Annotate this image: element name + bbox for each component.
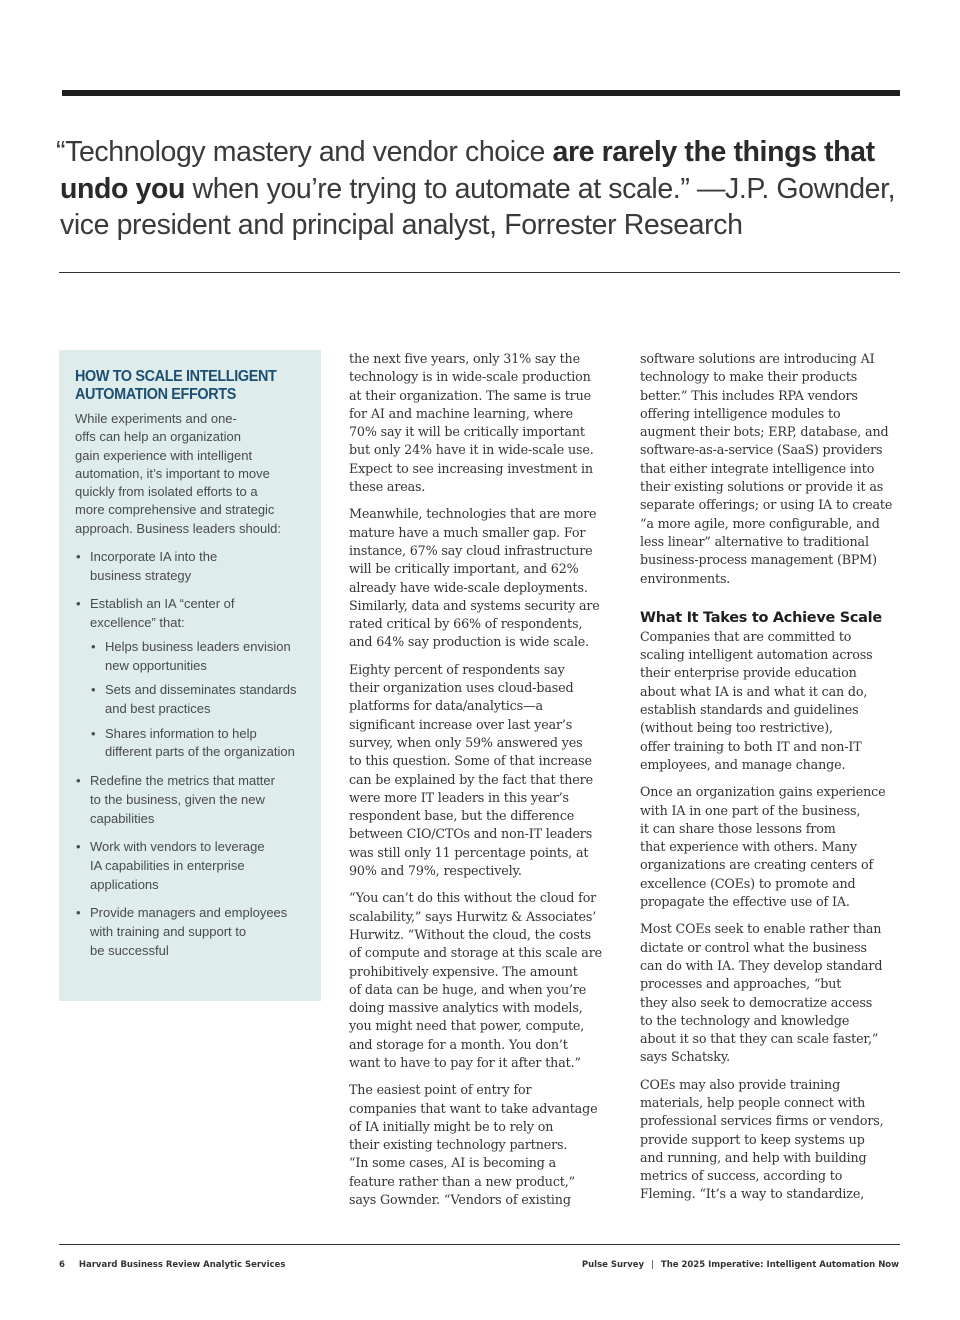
sidebar-sub-item-line: Helps business leaders envision	[105, 638, 291, 654]
body-line: of compute and storage at this scale are	[349, 945, 602, 961]
body-line: COEs may also provide training	[640, 1076, 841, 1092]
body-line: processes and approaches, “but	[640, 976, 842, 992]
body-line: “You can’t do this without the cloud for	[349, 890, 597, 906]
body-line: Fleming. “It’s a way to standardize,	[640, 1186, 865, 1202]
quote-divider	[59, 272, 900, 273]
body-line: provide support to keep systems up	[640, 1131, 865, 1147]
sidebar-item-line: capabilities	[90, 810, 155, 826]
body-line: Hurwitz. “Without the cloud, the costs	[349, 926, 591, 942]
sidebar-box	[59, 350, 321, 1001]
sidebar-intro-line: gain experience with intelligent	[75, 447, 253, 463]
sidebar-sub-item	[91, 725, 307, 762]
body-line: scalability,” says Hurwitz & Associates’	[349, 908, 597, 924]
body-line: “In some cases, AI is becoming a	[349, 1155, 557, 1171]
body-line: to this question. Some of that increase	[349, 753, 592, 769]
body-line: for AI and machine learning, where	[349, 405, 573, 421]
body-line: offer training to both IT and non-IT	[640, 738, 862, 754]
body-line: of IA initially might be to rely on	[349, 1118, 554, 1134]
sidebar-intro-line: quickly from isolated efforts to a	[75, 484, 258, 500]
pull-quote-line	[56, 207, 916, 244]
sidebar-title-line: AUTOMATION EFFORTS	[75, 386, 236, 403]
body-line: dictate or control what the business	[640, 939, 867, 955]
body-line: software solutions are introducing AI	[640, 351, 875, 366]
body-line: but only 24% have it in wide-scale use.	[349, 442, 594, 458]
bullet-icon: •	[91, 725, 96, 741]
body-line: these areas.	[349, 479, 426, 495]
bullet-icon: •	[76, 773, 81, 789]
sidebar-sub-item-line: Sets and disseminates standards	[105, 682, 297, 698]
body-line: technology is in wide-scale production	[349, 369, 591, 385]
sidebar-item-line: applications	[90, 876, 159, 892]
body-line: scaling intelligent automation across	[640, 647, 873, 663]
footer-separator: |	[651, 1260, 654, 1270]
body-line: can be explained by the fact that there	[349, 771, 593, 787]
section-heading: What It Takes to Achieve Scale	[640, 609, 882, 626]
body-line: feature rather than a new product,”	[349, 1173, 575, 1189]
sidebar-title-line: HOW TO SCALE INTELLIGENT	[75, 368, 277, 385]
sidebar-sub-list	[90, 638, 307, 762]
body-line: (without being too restrictive),	[640, 720, 833, 736]
body-line: already have wide-scale deployments.	[349, 579, 588, 595]
sidebar-intro-line: offs can help an organization	[75, 429, 241, 445]
pull-quote-emphasis: are rarely the things that	[552, 136, 875, 168]
body-line: companies that want to take advantage	[349, 1100, 598, 1116]
sidebar-title	[75, 368, 308, 404]
sidebar-item-line: Provide managers and employees	[90, 905, 288, 921]
body-line: to the technology and knowledge	[640, 1012, 850, 1028]
body-line: was still only 11 percentage points, at	[349, 844, 589, 860]
body-line: survey, when only 59% answered yes	[349, 734, 583, 750]
sidebar-list-item	[76, 595, 307, 762]
body-paragraph	[349, 1081, 619, 1209]
publisher-name: Harvard Business Review Analytic Services	[78, 1260, 286, 1270]
body-line: better.” This includes RPA vendors	[640, 387, 858, 403]
report-title: The 2025 Imperative: Intelligent Automation Now	[660, 1260, 899, 1270]
body-line: instance, 67% say cloud infrastructure	[349, 542, 593, 558]
sidebar-list-item	[76, 548, 307, 585]
body-line: propagate the effective use of IA.	[640, 894, 850, 910]
sidebar-sub-item-line: different parts of the organization	[105, 744, 295, 760]
sidebar-sub-item	[91, 638, 307, 675]
body-line: 90% and 79%, respectively.	[349, 863, 522, 879]
footer-right	[582, 1260, 899, 1270]
body-paragraph	[640, 920, 910, 1066]
sidebar-sub-item-line: new opportunities	[105, 657, 207, 673]
body-line: they also seek to democratize access	[640, 994, 873, 1010]
body-line: Eighty percent of respondents say	[349, 661, 565, 677]
body-line: want to have to pay for it after that.”	[349, 1054, 581, 1070]
body-line: between CIO/CTOs and non-IT leaders	[349, 826, 593, 842]
body-line: with IA in one part of the business,	[640, 802, 861, 818]
body-line: organizations are creating centers of	[640, 857, 874, 873]
sidebar-list	[75, 548, 307, 960]
pull-quote-line	[56, 171, 916, 208]
sidebar-item-line: Incorporate IA into the	[90, 549, 218, 565]
body-line: Once an organization gains experience	[640, 784, 886, 800]
pull-quote	[56, 134, 916, 244]
body-line: that experience with others. Many	[640, 839, 857, 855]
body-paragraph	[349, 350, 619, 496]
body-line: it can share those lessons from	[640, 820, 836, 836]
body-line: their organization uses cloud-based	[349, 680, 574, 696]
body-line: “a more agile, more configurable, and	[640, 515, 880, 531]
bullet-icon: •	[76, 596, 81, 612]
body-paragraph	[640, 628, 910, 774]
body-line: less linear” alternative to traditional	[640, 533, 869, 549]
sidebar-sub-item-line: Shares information to help	[105, 725, 257, 741]
body-line: were more IT leaders in this year’s	[349, 789, 569, 805]
sidebar-intro-line: While experiments and one-	[75, 411, 237, 426]
body-line: you might need that power, compute,	[349, 1018, 585, 1034]
body-line: Companies that are committed to	[640, 628, 852, 644]
body-line: and 64% say production is wide scale.	[349, 634, 590, 650]
body-line: can do with IA. They develop standard	[640, 957, 883, 973]
pull-quote-text: when you’re trying to automate at scale.” —J.P. Gownder,	[185, 172, 896, 205]
body-line: their enterprise provide education	[640, 665, 857, 681]
top-rule	[62, 90, 900, 96]
body-line: Expect to see increasing investment in	[349, 460, 593, 476]
pull-quote-line	[56, 134, 916, 171]
body-line: that either integrate intelligence into	[640, 460, 875, 476]
sidebar-item-line: business strategy	[90, 567, 192, 583]
body-line: their existing solutions or provide it as	[640, 479, 884, 495]
body-column-2	[640, 350, 910, 1213]
body-line: establish standards and guidelines	[640, 702, 859, 718]
survey-label: Pulse Survey	[581, 1260, 645, 1270]
body-paragraph	[640, 350, 910, 588]
body-line: augment their bots; ERP, database, and	[640, 424, 889, 440]
body-line: and storage for a month. You don’t	[349, 1036, 568, 1052]
body-line: significant increase over last year’s	[349, 716, 573, 732]
sidebar-item-line: Redefine the metrics that matter	[90, 773, 275, 789]
sidebar-intro	[75, 410, 307, 538]
bullet-icon: •	[76, 905, 81, 921]
sidebar-item-line: excellence” that:	[90, 615, 185, 631]
sidebar-item-line: to the business, given the new	[90, 791, 265, 807]
body-line: environments.	[640, 570, 731, 586]
body-line: says Schatsky.	[640, 1049, 731, 1065]
footer-left	[59, 1260, 285, 1270]
body-line: at their organization. The same is true	[349, 387, 591, 403]
sidebar-intro-line: automation, it’s important to move	[75, 465, 270, 481]
body-line: materials, help people connect with	[640, 1094, 866, 1110]
page-number: 6	[59, 1260, 65, 1270]
sidebar-item-line: be successful	[90, 942, 169, 958]
body-line: Most COEs seek to enable rather than	[640, 921, 882, 937]
pull-quote-text: vice president and principal analyst, Forrester Research	[60, 209, 743, 241]
body-line: employees, and manage change.	[640, 756, 846, 772]
pull-quote-text: “Technology mastery and vendor choice	[56, 136, 553, 168]
body-line: Meanwhile, technologies that are more	[349, 506, 597, 522]
body-line: 70% say it will be critically important	[349, 424, 585, 440]
footer-rule	[59, 1244, 900, 1245]
body-paragraph	[349, 505, 619, 651]
body-line: The easiest point of entry for	[349, 1082, 532, 1098]
body-line: the next five years, only 31% say the	[349, 351, 580, 366]
body-line: doing massive analytics with models,	[349, 1000, 583, 1016]
body-line: about it so that they can scale faster,”	[640, 1031, 879, 1047]
body-line: business-process management (BPM)	[640, 552, 877, 568]
pull-quote-emphasis: undo you	[60, 172, 186, 205]
body-line: separate offerings; or using IA to create	[640, 497, 893, 513]
body-line: platforms for data/analytics—a	[349, 698, 543, 714]
sidebar-list-item	[76, 904, 307, 960]
sidebar-sub-item-line: and best practices	[105, 701, 211, 716]
body-line: respondent base, but the difference	[349, 808, 575, 824]
body-paragraph	[349, 889, 619, 1072]
body-line: offering intelligence modules to	[640, 405, 841, 421]
body-line: Similarly, data and systems security are	[349, 597, 600, 613]
bullet-icon: •	[76, 839, 81, 855]
body-column-1	[349, 350, 619, 1218]
body-paragraph	[349, 661, 619, 881]
bullet-icon: •	[91, 638, 96, 654]
sidebar-list-item	[76, 772, 307, 828]
sidebar-item-line: IA capabilities in enterprise	[90, 857, 245, 873]
body-line: about what IA is and what it can do,	[640, 683, 868, 699]
body-line: metrics of success, according to	[640, 1168, 843, 1184]
bullet-icon: •	[76, 549, 81, 565]
body-line: excellence (COEs) to promote and	[640, 875, 856, 891]
body-paragraph	[640, 783, 910, 911]
sidebar-sub-item	[91, 681, 307, 718]
body-line: of data can be huge, and when you’re	[349, 981, 587, 997]
body-line: mature have a much smaller gap. For	[349, 524, 586, 540]
body-paragraph	[640, 1076, 910, 1204]
body-line: and running, and help with building	[640, 1149, 867, 1165]
sidebar-item-line: with training and support to	[90, 924, 247, 940]
body-line: professional services firms or vendors,	[640, 1113, 884, 1129]
sidebar-item-line: Work with vendors to leverage	[90, 839, 265, 855]
sidebar-intro-line: approach. Business leaders should:	[75, 520, 281, 536]
body-line: their existing technology partners.	[349, 1137, 568, 1153]
body-line: says Gownder. “Vendors of existing	[349, 1192, 571, 1208]
body-line: rated critical by 66% of respondents,	[349, 616, 583, 632]
body-line: will be critically important, and 62%	[349, 561, 579, 577]
body-line: software-as-a-service (SaaS) providers	[640, 442, 883, 458]
sidebar-list-item	[76, 838, 307, 894]
body-line: prohibitively expensive. The amount	[349, 963, 578, 979]
bullet-icon: •	[91, 682, 96, 698]
sidebar-intro-line: more comprehensive and strategic	[75, 502, 275, 518]
body-line: technology to make their products	[640, 369, 858, 385]
sidebar-item-line: Establish an IA “center of	[90, 596, 235, 612]
